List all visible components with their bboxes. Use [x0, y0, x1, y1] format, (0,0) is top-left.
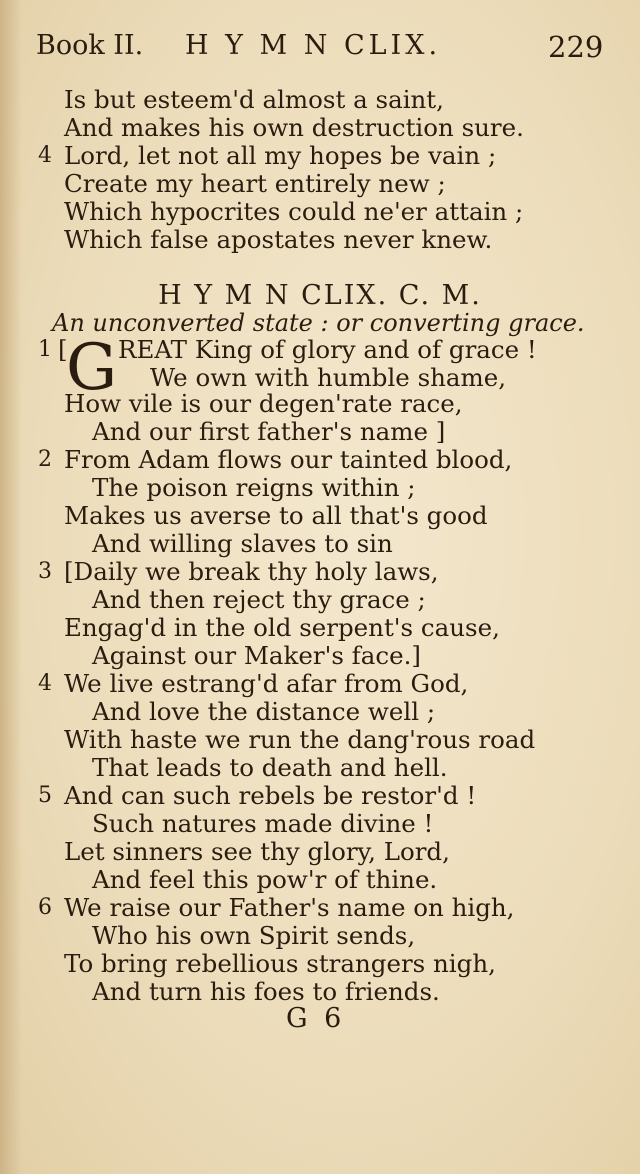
- verse-text: Makes us averse to all that's good: [64, 501, 488, 530]
- verse-line: [0, 390, 640, 418]
- verse-line: [0, 142, 640, 170]
- verse-line: [0, 558, 640, 586]
- verse-text: Is but esteem'd almost a saint,: [64, 85, 444, 114]
- verse-text: We own with humble shame,: [150, 363, 507, 392]
- verse-line: [0, 336, 640, 364]
- verse-text: Create my heart entirely new ;: [64, 169, 446, 198]
- verse-number: 4: [38, 143, 52, 168]
- verse-text: Who his own Spirit sends,: [92, 921, 416, 950]
- verse-line: [0, 586, 640, 614]
- verse-line: [0, 226, 640, 254]
- verse-line: [0, 838, 640, 866]
- verse-line: [0, 418, 640, 446]
- verse-text: Which false apostates never knew.: [64, 225, 493, 254]
- verse-text: The poison reigns within ;: [92, 473, 416, 502]
- verse-line: [0, 810, 640, 838]
- verse-text: REAT King of glory and of grace !: [118, 335, 537, 364]
- verse-text: And love the distance well ;: [92, 697, 436, 726]
- verse-text: And feel this pow'r of thine.: [92, 865, 438, 894]
- verse-line: [0, 86, 640, 114]
- hymn-title: H Y M N CLIX. C. M.: [158, 280, 482, 311]
- page-number: 229: [548, 30, 604, 64]
- verse-number: 4: [38, 671, 52, 696]
- verse-text: From Adam flows our tainted blood,: [64, 445, 513, 474]
- verse-number: 3: [38, 559, 52, 584]
- verse-line: [0, 922, 640, 950]
- verse-line: [0, 614, 640, 642]
- verse-line: [0, 364, 640, 392]
- verse-line: [0, 530, 640, 558]
- verse-line: [0, 950, 640, 978]
- header-hymn-title: H Y M N CLIX.: [185, 30, 442, 61]
- drop-cap: G: [66, 331, 118, 405]
- verse-text: Which hypocrites could ne'er attain ;: [64, 197, 524, 226]
- verse-text: That leads to death and hell.: [92, 753, 448, 782]
- verse-text: With haste we run the dang'rous road: [64, 725, 536, 754]
- verse-line: [0, 170, 640, 198]
- hymn-subtitle: An unconverted state : or converting grace.: [52, 309, 585, 337]
- verse-line: [0, 198, 640, 226]
- verse-line: [0, 502, 640, 530]
- verse-bracket: [: [58, 335, 68, 364]
- verse-line: [0, 754, 640, 782]
- verse-number: 6: [38, 895, 52, 920]
- verse-text: And turn his foes to friends.: [92, 977, 440, 1006]
- verse-number: 1: [38, 337, 52, 362]
- running-header: [0, 30, 640, 66]
- verse-line: [0, 698, 640, 726]
- verse-text: And makes his own destruction sure.: [64, 113, 524, 142]
- verse-line: [0, 978, 640, 1006]
- verse-text: And our first father's name ]: [92, 417, 446, 446]
- verse-text: And can such rebels be restor'd !: [64, 781, 477, 810]
- signature-mark: G 6: [286, 1003, 346, 1034]
- verse-text: To bring rebellious strangers nigh,: [64, 949, 496, 978]
- verse-text: We live estrang'd afar from God,: [64, 669, 469, 698]
- verse-text: Against our Maker's face.]: [92, 641, 421, 670]
- verse-text: Lord, let not all my hopes be vain ;: [64, 141, 497, 170]
- verse-text: And then reject thy grace ;: [92, 585, 426, 614]
- verse-line: [0, 114, 640, 142]
- verse-line: [0, 866, 640, 894]
- verse-text: How vile is our degen'rate race,: [64, 389, 463, 418]
- verse-text: And willing slaves to sin: [92, 529, 393, 558]
- verse-line: [0, 642, 640, 670]
- verse-text: Let sinners see thy glory, Lord,: [64, 837, 450, 866]
- verse-text: Such natures made divine !: [92, 809, 434, 838]
- verse-line: [0, 670, 640, 698]
- book-label: Book II.: [36, 30, 144, 61]
- verse-number: 2: [38, 447, 52, 472]
- verse-line: [0, 446, 640, 474]
- verse-line: [0, 894, 640, 922]
- verse-text: Engag'd in the old serpent's cause,: [64, 613, 500, 642]
- verse-line: [0, 782, 640, 810]
- verse-line: [0, 474, 640, 502]
- verse-line: [0, 726, 640, 754]
- verse-number: 5: [38, 783, 52, 808]
- verse-text: [Daily we break thy holy laws,: [64, 557, 439, 586]
- verse-text: We raise our Father's name on high,: [64, 893, 515, 922]
